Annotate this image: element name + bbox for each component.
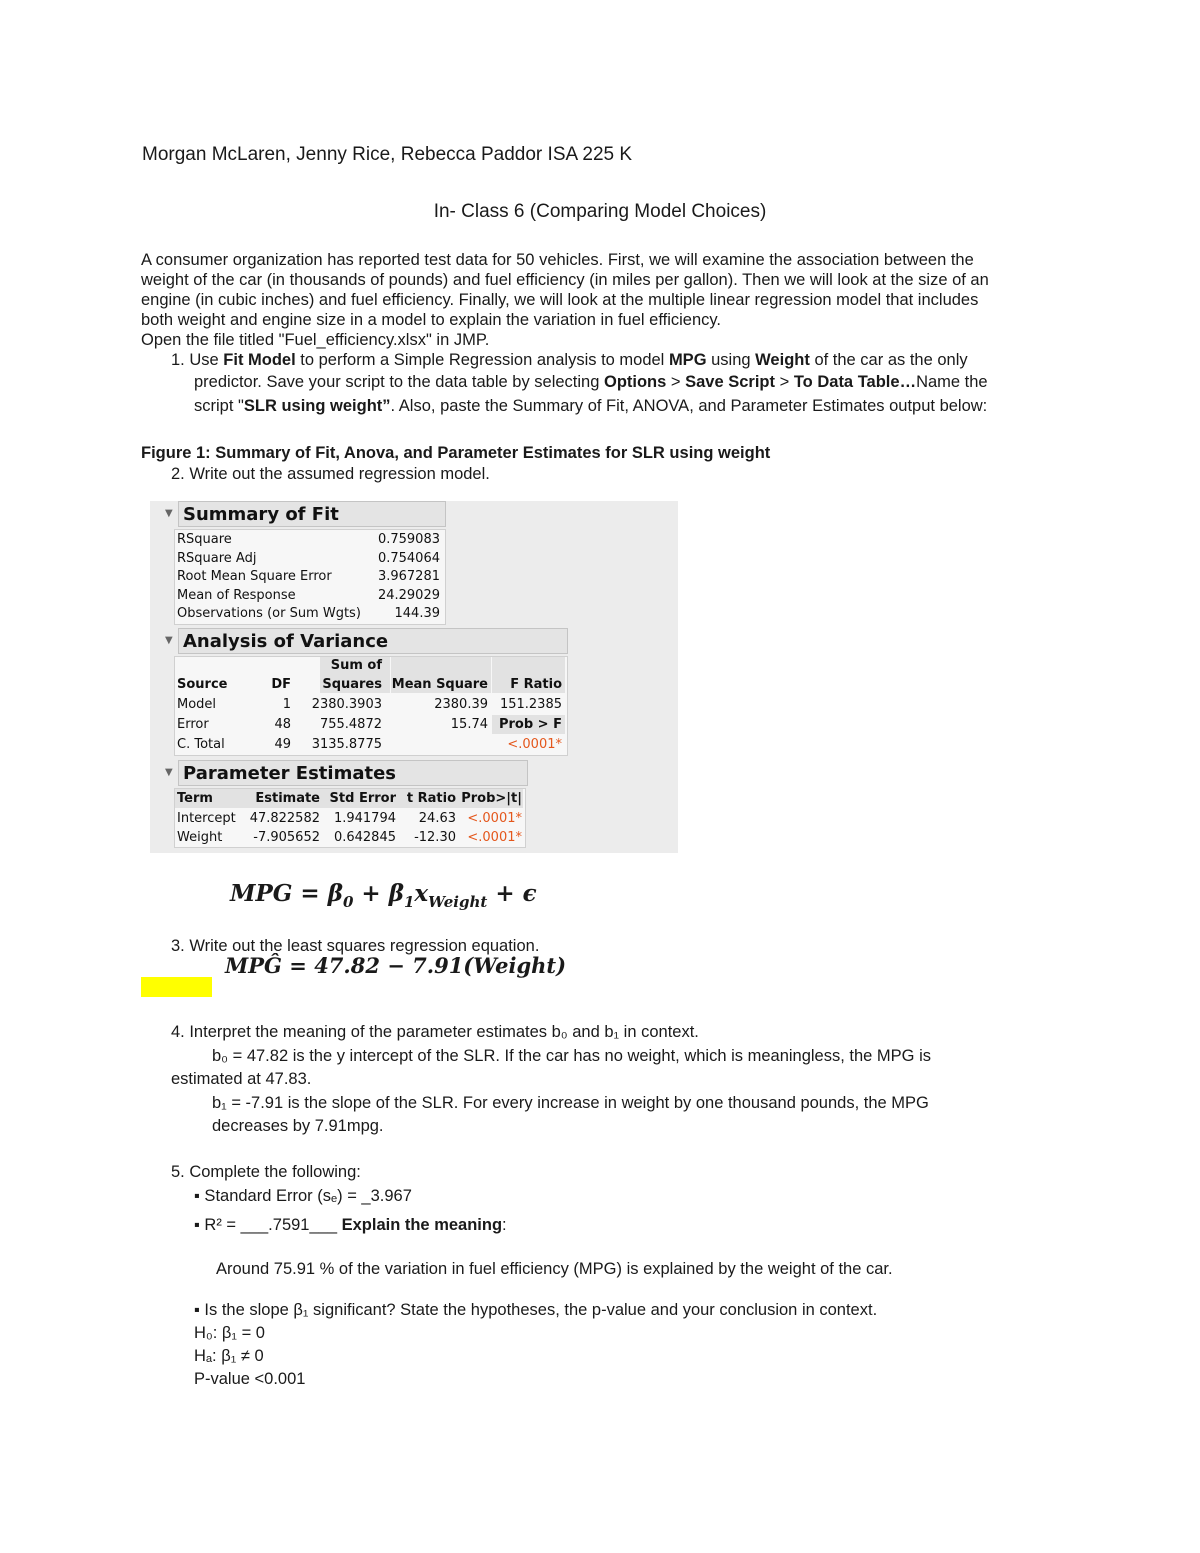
anova-ss: 2380.3903 (311, 697, 382, 712)
q5-line-8: P-value <0.001 (194, 1370, 306, 1388)
param-header: Estimate (255, 791, 320, 806)
collapse-triangle-icon: ▼ (165, 635, 173, 646)
q3-text: 3. Write out the least squares regression equation. (171, 937, 540, 955)
collapse-triangle-icon: ▼ (165, 767, 173, 778)
q1-line-2: predictor. Save your script to the data table by selecting Options > Save Script > To Data Table…Name the (194, 373, 988, 391)
anova-source: C. Total (177, 737, 225, 752)
q5-line-7: Hₐ: β₁ ≠ 0 (194, 1347, 264, 1365)
anova-header: Squares (322, 677, 382, 692)
intro-line-2: weight of the car (in thousands of pounds) and fuel efficiency (in miles per gallon). Then we will look at the size of an (141, 271, 989, 289)
param-p-value: <.0001* (467, 830, 522, 845)
anova-df: 1 (282, 697, 291, 712)
anova-header: DF (271, 677, 291, 692)
param-std-error: 0.642845 (333, 830, 396, 845)
summary-value: 0.759083 (377, 532, 440, 547)
anova-df: 48 (274, 717, 291, 732)
anova-header: Mean Square (391, 677, 488, 692)
param-estimate: -7.905652 (253, 830, 320, 845)
intro-line-4: both weight and engine size in a model to explain the variation in fuel efficiency. (141, 311, 722, 329)
anova-header: Source (177, 677, 228, 692)
q5-line-1: 5. Complete the following: (171, 1163, 361, 1181)
collapse-triangle-icon: ▼ (165, 508, 173, 519)
anova-source: Model (177, 697, 217, 712)
q1-line-3: script "SLR using weight”. Also, paste the Summary of Fit, ANOVA, and Parameter Estimates output below: (194, 397, 988, 415)
anova-f: 151.2385 (499, 697, 562, 712)
assumed-model-equation: MPG = $\beta_0 + \beta_1x_{Weight} + \epsilon$ (230, 880, 537, 911)
param-t-ratio: 24.63 (418, 811, 456, 826)
summary-value: 3.967281 (377, 569, 440, 584)
jmp-output-screenshot (150, 501, 678, 853)
anova-ss: 3135.8775 (311, 737, 382, 752)
q5-line-2: ▪ Standard Error (sₑ) = _3.967 (194, 1187, 412, 1205)
anova-header: Sum of (330, 658, 382, 673)
param-p-value: <.0001* (467, 811, 522, 826)
q5-line-3: ▪ R² = ___.7591___ Explain the meaning: (194, 1216, 507, 1234)
document-title: In- Class 6 (Comparing Model Choices) (433, 201, 767, 222)
param-header: Prob>|t| (461, 791, 522, 806)
q2-text: 2. Write out the assumed regression model. (171, 465, 490, 483)
summary-value: 0.754064 (377, 550, 440, 566)
param-term: Weight (177, 830, 223, 845)
intro-line-1: A consumer organization has reported test data for 50 vehicles. First, we will examine the association between the (141, 251, 974, 269)
anova-df: 49 (274, 737, 291, 752)
q5-line-6: H₀: β₁ = 0 (194, 1324, 265, 1342)
anova-p-value: <.0001* (507, 737, 562, 752)
param-std-error: 1.941794 (333, 811, 396, 826)
yellow-highlight (141, 977, 212, 997)
q5-line-5: ▪ Is the slope β₁ significant? State the hypotheses, the p-value and your conclusion in context. (194, 1301, 878, 1319)
summary-label: Observations (or Sum Wgts) (177, 606, 361, 621)
summary-label: RSquare (177, 532, 232, 547)
anova-source: Error (177, 717, 209, 732)
anova-ss: 755.4872 (319, 717, 382, 732)
param-term: Intercept (177, 811, 236, 826)
document-header: Morgan McLaren, Jenny Rice, Rebecca Paddor ISA 225 K (142, 144, 633, 165)
summary-label: Root Mean Square Error (177, 569, 332, 584)
param-header: t Ratio (406, 791, 456, 806)
q5-line-4: Around 75.91 % of the variation in fuel efficiency (MPG) is explained by the weight of the car. (216, 1260, 893, 1278)
q4-line-5: decreases by 7.91mpg. (212, 1117, 384, 1135)
intro-line-5: Open the file titled "Fuel_efficiency.xlsx" in JMP. (141, 331, 490, 349)
anova-ms: 15.74 (450, 717, 488, 732)
intro-line-3: engine (in cubic inches) and fuel efficiency. Finally, we will look at the multiple linear regression model that includes (141, 291, 979, 309)
q4-line-1: 4. Interpret the meaning of the parameter estimates b₀ and b₁ in context. (171, 1023, 699, 1041)
figure-caption: Figure 1: Summary of Fit, Anova, and Parameter Estimates for SLR using weight (141, 444, 771, 462)
q4-line-4: b₁ = -7.91 is the slope of the SLR. For every increase in weight by one thousand pounds, the MPG (212, 1094, 929, 1112)
anova-header: F Ratio (510, 677, 562, 692)
anova-title: Analysis of Variance (178, 628, 568, 654)
q4-line-3: estimated at 47.83. (171, 1070, 312, 1088)
param-header: Std Error (329, 791, 396, 806)
summary-value: 144.39 (394, 606, 440, 621)
summary-label: RSquare Adj (177, 550, 257, 566)
param-estimate: 47.822582 (249, 811, 320, 826)
summary-label: Mean of Response (177, 587, 296, 603)
summary-of-fit-title: Summary of Fit (178, 501, 446, 527)
q4-line-2: b₀ = 47.82 is the y intercept of the SLR. If the car has no weight, which is meaningless, the MPG is (212, 1047, 932, 1065)
parameter-estimates-title: Parameter Estimates (178, 760, 528, 786)
summary-value: 24.29029 (377, 587, 440, 603)
anova-ms: 2380.39 (434, 697, 488, 712)
param-t-ratio: -12.30 (414, 830, 456, 845)
q1-line-1: 1. Use Fit Model to perform a Simple Regression analysis to model MPG using Weight of the car as the only (171, 351, 968, 369)
least-squares-equation: MPĜ = 47.82 − 7.91(Weight) (225, 953, 567, 978)
param-header: Term (177, 791, 213, 806)
anova-prob-label: Prob > F (498, 717, 562, 732)
